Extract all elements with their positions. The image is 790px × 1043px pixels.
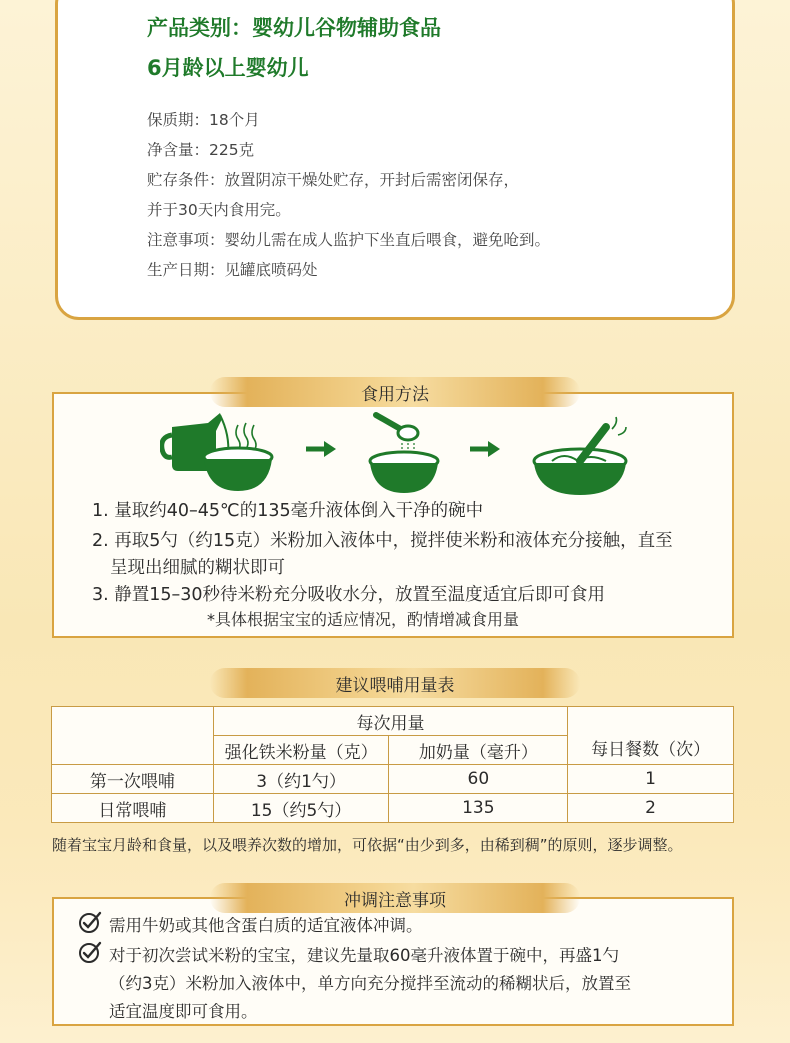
storage-conditions: 贮存条件：放置阴凉干燥处贮存，开封后需密闭保存， [147, 171, 520, 189]
feeding-title: 建议喂哺用量表 [210, 668, 580, 698]
table-cell-powder: 15（约5勺） [213, 794, 389, 823]
usage-step-2: 2. 再取5勺（约15克）米粉加入液体中，搅拌使米粉和液体充分接触，直至 [92, 531, 673, 551]
precautions: 注意事项：婴幼儿需在成人监护下坐直后喂食，避免呛到。 [147, 231, 551, 249]
table-group-header: 每次用量 [213, 707, 567, 736]
tip-2-cont2: 适宜温度即可食用。 [109, 1002, 258, 1021]
bowl-icon [204, 448, 272, 491]
storage-conditions-cont: 并于30天内食用完。 [147, 201, 291, 219]
table-cell-powder: 3（约1勺） [213, 765, 389, 794]
product-age: 6月龄以上婴幼儿 [147, 56, 309, 80]
usage-title: 食用方法 [210, 377, 580, 407]
usage-note: *具体根据宝宝的适应情况，酌情增减食用量 [207, 610, 520, 629]
feeding-table [51, 706, 734, 823]
spoon-bowl-icon [370, 415, 438, 493]
usage-illustrations [160, 405, 630, 497]
check-icon [78, 910, 104, 934]
table-header-powder: 强化铁米粉量（克） [213, 736, 389, 765]
table-corner-cell [52, 707, 214, 765]
table-cell-milk: 60 [389, 765, 568, 794]
table-header-meals: 每日餐数（次） [568, 707, 734, 765]
usage-step-2-cont: 呈现出细腻的糊状即可 [110, 558, 285, 578]
tips-title: 冲调注意事项 [210, 883, 580, 913]
tip-2: 对于初次尝试米粉的宝宝，建议先量取60毫升液体置于碗中，再盛1勺 [109, 946, 619, 965]
tip-1: 需用牛奶或其他含蛋白质的适宜液体冲调。 [109, 916, 423, 935]
table-row [52, 794, 734, 823]
arrow-right-icon [306, 441, 336, 457]
stirring-bowl-icon [534, 417, 626, 495]
usage-step-1: 1. 量取约40–45℃的135毫升液体倒入干净的碗中 [92, 501, 484, 521]
usage-step-3: 3. 静置15–30秒待米粉充分吸收水分，放置至温度适宜后即可食用 [92, 585, 606, 605]
table-cell-label: 日常喂哺 [52, 794, 214, 823]
net-content: 净含量：225克 [147, 141, 255, 159]
arrow-right-icon [470, 441, 500, 457]
table-cell-milk: 135 [389, 794, 568, 823]
table-row [52, 765, 734, 794]
table-cell-label: 第一次喂哺 [52, 765, 214, 794]
table-cell-meals: 1 [568, 765, 734, 794]
tip-2-cont: （约3克）米粉加入液体中，单方向充分搅拌至流动的稀糊状后，放置至 [109, 974, 631, 993]
table-cell-meals: 2 [568, 794, 734, 823]
table-header-milk: 加奶量（毫升） [389, 736, 568, 765]
check-icon [78, 940, 104, 964]
feeding-footnote: 随着宝宝月龄和食量，以及喂养次数的增加，可依据“由少到多，由稀到稠”的原则，逐步调整。 [52, 836, 683, 854]
product-category: 产品类别：婴幼儿谷物辅助食品 [147, 16, 441, 40]
production-date: 生产日期：见罐底喷码处 [147, 261, 318, 279]
shelf-life: 保质期：18个月 [147, 111, 260, 129]
